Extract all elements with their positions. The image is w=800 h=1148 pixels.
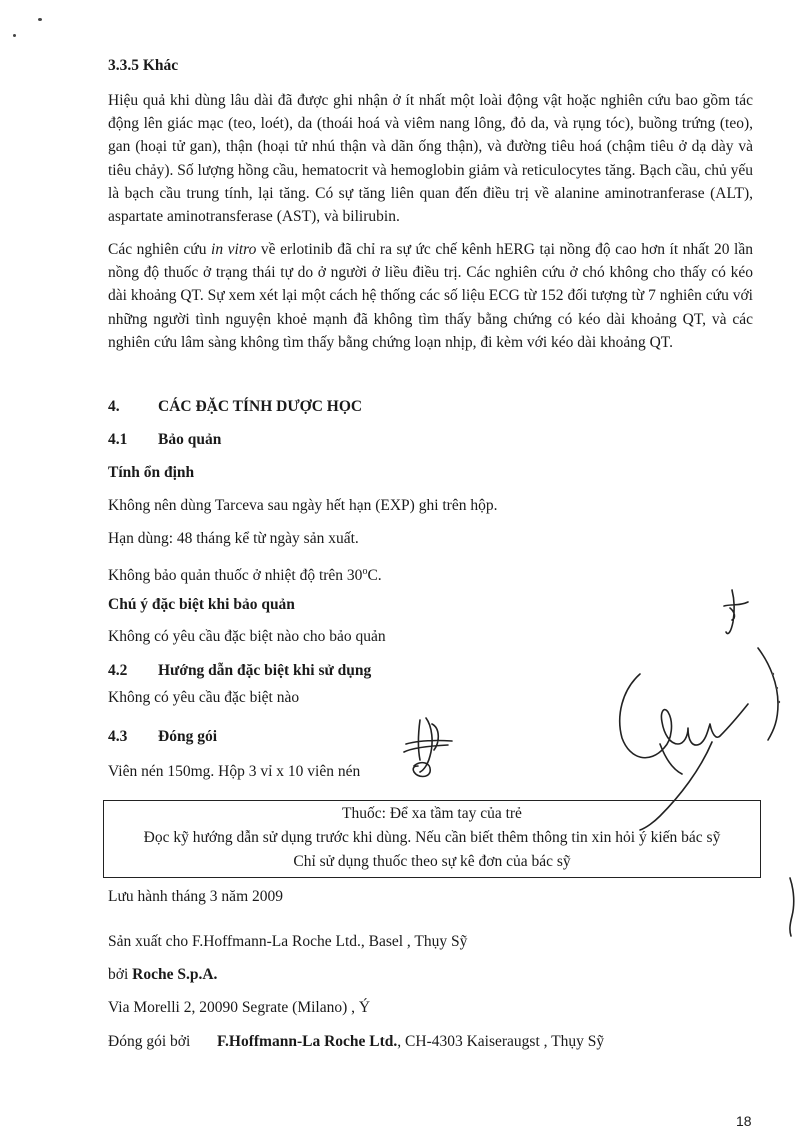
initial-mark-top-right xyxy=(724,590,748,634)
page-number: 18 xyxy=(736,1113,752,1129)
manufactured-for: Sản xuất cho F.Hoffmann-La Roche Ltd., Basel , Thụy Sỹ xyxy=(108,933,468,950)
temp-degree-sup: o xyxy=(362,566,368,577)
section-3-3-5-paragraph-1: Hiệu quả khi dùng lâu dài đã được ghi nhận ở ít nhất một loài động vật hoặc nghiên cứu bao gồm tác động lên giác mạc (teo, loét), da (thoái hoá và viêm nang lông, đỏ da, và rụng tóc), buồng trứng (teo), gan (hoại tử gan), thận (hoại tử nhú thận và dãn ống thận), và đường tiêu hoá (chậm tiêu ở dạ dày và tiêu chảy). Số lượng hồng cầu, hematocrit và hemoglobin giảm và reticulocytes tăng. Bạch cầu, chủ yếu là bạch cầu trung tính, lại tăng. Có sự tăng liên quan đến điều trị về alanine aminotranferase (ALT), aspartate aminotransferase (AST), và bilirubin. xyxy=(108,92,754,226)
section-3-3-5-heading: 3.3.5 Khác xyxy=(108,57,179,74)
packager-address: , CH-4303 Kaiseraugst , Thụy Sỹ xyxy=(397,1033,605,1050)
special-storage-text: Không có yêu cầu đặc biệt nào cho bảo quản xyxy=(108,628,386,645)
stability-line-expiry: Không nên dùng Tarceva sau ngày hết hạn (EXP) ghi trên hộp. xyxy=(108,497,498,514)
circulation-date: Lưu hành tháng 3 năm 2009 xyxy=(108,888,283,905)
manufacturer-name: Roche S.p.A. xyxy=(132,966,218,983)
notice-line-2: Đọc kỹ hướng dẫn sử dụng trước khi dùng. Nếu cần biết thêm thông tin xin hỏi ý kiến bác sỹ xyxy=(143,829,721,846)
p2-italic-in-vitro: in vitro xyxy=(211,241,257,258)
section-4-title: CÁC ĐẶC TÍNH DƯỢC HỌC xyxy=(158,398,363,415)
section-4-3-number: 4.3 xyxy=(108,728,128,745)
by-label: bởi xyxy=(108,966,133,983)
section-4-3-text: Viên nén 150mg. Hộp 3 vỉ x 10 viên nén xyxy=(108,763,361,780)
scribble-initials xyxy=(404,718,452,777)
signature xyxy=(620,674,748,830)
temp-text-after: C. xyxy=(367,567,382,585)
right-margin-mark xyxy=(790,878,794,936)
packager-name: F.Hoffmann-La Roche Ltd. xyxy=(217,1033,398,1050)
section-4-2-text: Không có yêu cầu đặc biệt nào xyxy=(108,689,300,706)
right-margin-curve xyxy=(758,648,778,740)
p2-text-before: Các nghiên cứu xyxy=(108,241,212,258)
special-storage-heading: Chú ý đặc biệt khi bảo quản xyxy=(108,596,295,613)
notice-line-1: Thuốc: Để xa tầm tay của trẻ xyxy=(342,805,522,822)
temp-text-before: Không bảo quản thuốc ở nhiệt độ trên 30 xyxy=(108,567,363,585)
section-4-2-title: Hướng dẫn đặc biệt khi sử dụng xyxy=(158,662,372,679)
section-4-3-title: Đóng gói xyxy=(158,728,217,745)
packed-by-label: Đóng gói bởi xyxy=(108,1033,191,1050)
section-4-number: 4. xyxy=(108,398,120,415)
p2-text-after: về erlotinib đã chỉ ra sự ức chế kênh hERG tại nồng độ cao hơn ít nhất 20 lần nồng độ thuốc ở trạng thái tự do ở người ở liều điều trị. Các nghiên cứu ở chó không cho thấy có kéo dài khoảng QT. Sự xem xét lại một cách hệ thống các số liệu ECG từ 152 đối tượng từ 7 nghiên cứu với những người tình nguyện khoẻ mạnh đã không tìm thấy bằng chứng có kéo dài khoảng QT, và các nghiên cứu lâm sàng không tìm thấy bằng chứng loạn nhịp, đi kèm với kéo dài khoảng QT. xyxy=(108,241,753,351)
section-4-1-title: Bảo quản xyxy=(158,431,222,448)
section-4-1-number: 4.1 xyxy=(108,431,128,448)
manufacturer-address: Via Morelli 2, 20090 Segrate (Milano) , Ý xyxy=(108,999,371,1016)
stability-line-shelf-life: Hạn dùng: 48 tháng kể từ ngày sản xuất. xyxy=(108,530,359,547)
stability-heading: Tính ổn định xyxy=(108,464,195,481)
notice-line-3: Chỉ sử dụng thuốc theo sự kê đơn của bác sỹ xyxy=(293,853,571,870)
section-4-2-number: 4.2 xyxy=(108,662,128,679)
